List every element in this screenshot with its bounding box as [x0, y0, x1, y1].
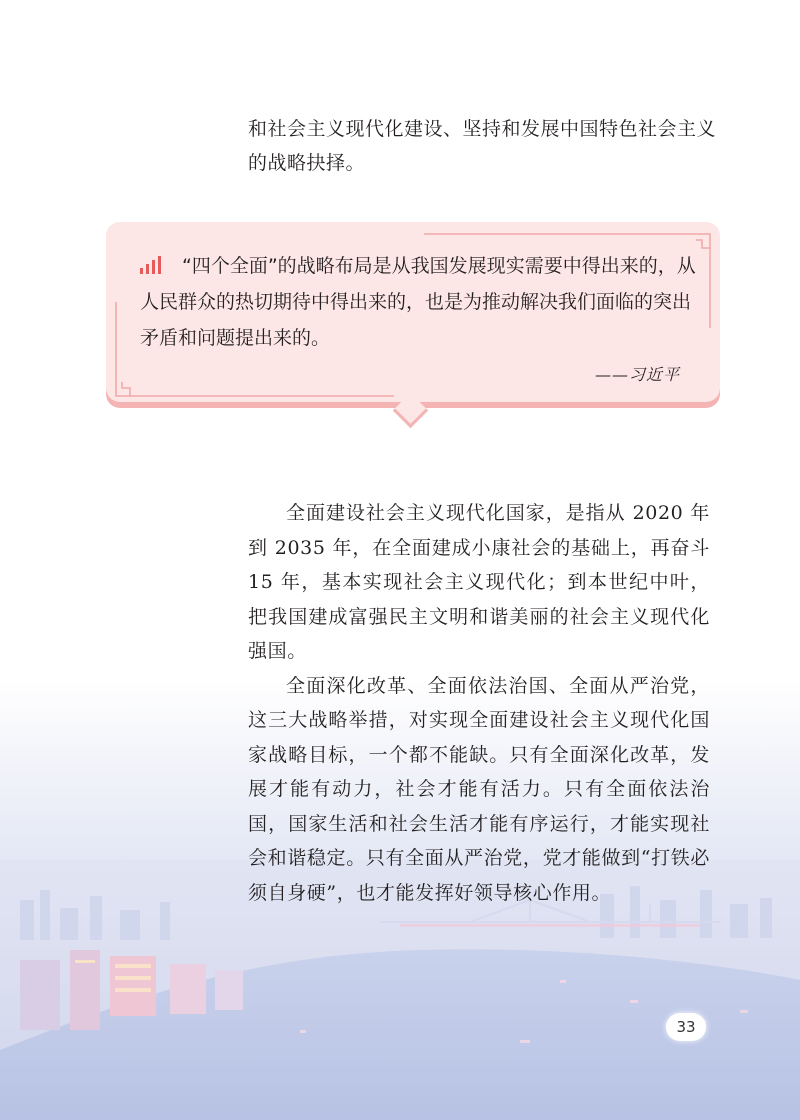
quote-text: “四个全面”的战略布局是从我国发展现实需要中得出来的，从人民群众的热切期待中得出来的，也是为推动解决我们面临的突出矛盾和问题提出来的。 [140, 255, 696, 349]
quote-body [140, 248, 696, 356]
body-paragraph-1: 全面建设社会主义现代化国家，是指从 2020 年到 2035 年，在全面建成小康社会的基础上，再奋斗 15 年，基本实现社会主义现代化；到本世纪中叶，把我国建成富强民主文明和谐美丽的社会主义现代化强国。 [248, 502, 710, 662]
body-text [248, 496, 710, 910]
bar-chart-icon [140, 256, 164, 274]
quote-author: ——习近平 [594, 365, 680, 384]
body-paragraph-2: 全面深化改革、全面依法治国、全面从严治党，这三大战略举措，对实现全面建设社会主义现代化国家战略目标，一个都不能缺。只有全面深化改革，发展才能有动力，社会才能有活力。只有全面依法治国，国家生活和社会生活才能有序运行，才能实现社会和谐稳定。只有全面从严治党，党才能做到“打铁必须自身硬”，也才能发挥好领导核心作用。 [248, 674, 710, 904]
intro-paragraph: 和社会主义现代化建设、坚持和发展中国特色社会主义的战略抉择。 [248, 118, 717, 174]
page-number: 33 [666, 1013, 706, 1041]
